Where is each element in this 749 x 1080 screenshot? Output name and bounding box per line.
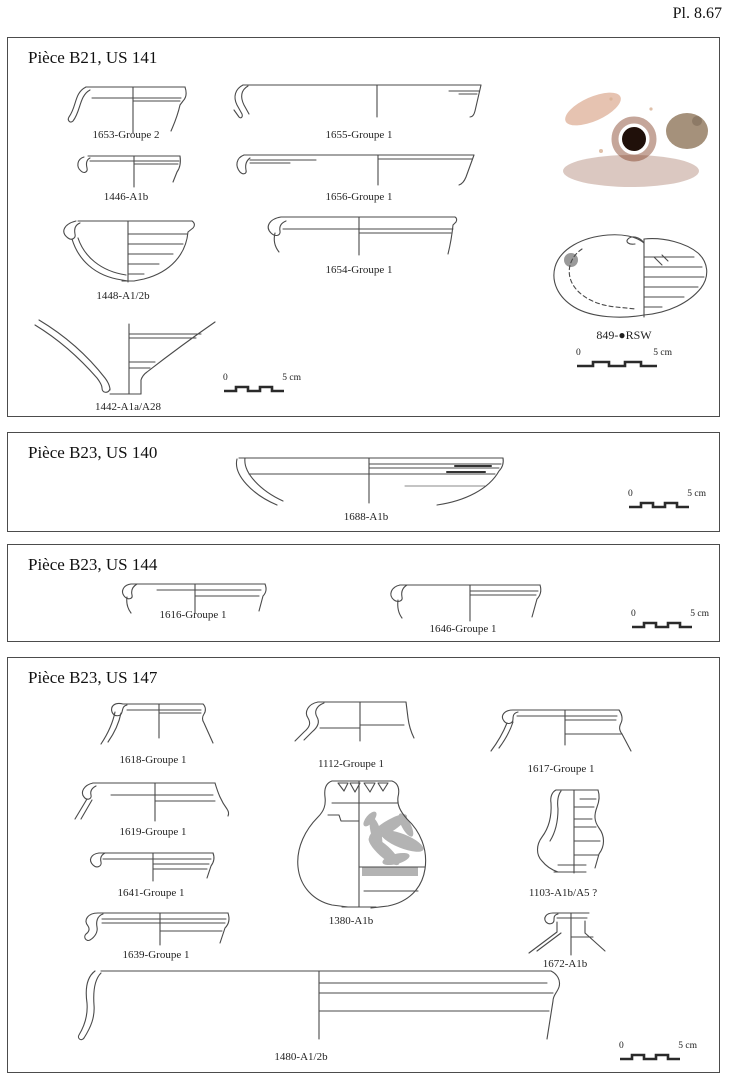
lamp-photo [541,71,719,197]
painted-decoration [338,783,426,876]
label-1616: 1616-Groupe 1 [159,609,227,621]
scale-zero: 0 [619,1041,624,1051]
drawing-1380-painted-jar [288,775,430,911]
scale-bar [628,489,706,509]
scale-zero: 0 [576,348,581,358]
label-1639: 1639-Groupe 1 [122,949,190,961]
plate-number: Pl. 8.67 [672,5,722,22]
scale-bar [576,348,672,368]
drawing-1653-pot-rim [61,83,191,135]
section-title: Pièce B23, US 140 [28,443,158,462]
drawing-1618-jar-neck [97,698,215,753]
drawing-1619-flaring-rim [63,777,231,825]
drawing-1656-platter-rim [228,151,480,189]
drawing-1654-basin-rim [253,213,465,258]
label-1646: 1646-Groupe 1 [429,623,497,635]
scale-bar [223,373,301,393]
scale-five: 5 cm [678,1041,697,1051]
drawing-1617-jar-neck [489,703,631,758]
scale-five: 5 cm [687,489,706,499]
scale-zero: 0 [631,609,636,619]
drawing-1112-neck [286,697,414,747]
drawing-1646-rim [378,579,548,624]
drawing-1688-bowl [219,453,511,509]
label-1380: 1380-A1b [328,915,374,927]
scale-bar [619,1041,697,1061]
label-1480: 1480-A1/2b [274,1051,328,1063]
section-b23-us147 [7,657,720,1073]
label-1655: 1655-Groupe 1 [325,129,393,141]
label-1641: 1641-Groupe 1 [117,887,185,899]
drawing-1655-platter-rim [227,81,489,121]
section-title: Pièce B21, US 141 [28,48,158,67]
scale-five: 5 cm [282,373,301,383]
drawing-1448-bowl [56,214,202,286]
section-title: Pièce B23, US 144 [28,555,158,574]
label-1618: 1618-Groupe 1 [119,754,187,766]
section-b23-us144 [7,544,720,642]
drawing-1641-rim [79,847,221,885]
section-b21-us141 [7,37,720,417]
scale-bar [631,609,709,629]
scale-five: 5 cm [690,609,709,619]
label-1442: 1442-A1a/A28 [95,401,161,413]
label-1103: 1103-A1b/A5 ? [528,887,598,899]
label-1653: 1653-Groupe 2 [92,129,160,141]
label-1656: 1656-Groupe 1 [325,191,393,203]
drawing-1672-neck [523,907,609,959]
section-b23-us140 [7,432,720,532]
drawing-1103-juglet [528,785,610,877]
section-title: Pièce B23, US 147 [28,668,158,687]
label-1654: 1654-Groupe 1 [325,264,393,276]
drawing-849-lamp [544,227,708,323]
label-1617: 1617-Groupe 1 [527,763,595,775]
drawing-1480-large-rim [59,963,564,1047]
label-1448: 1448-A1/2b [96,290,150,302]
label-1446: 1446-A1b [103,191,149,203]
scale-zero: 0 [223,373,228,383]
label-849: 849-●RSW [596,328,652,342]
label-1112: 1112-Groupe 1 [317,758,385,770]
drawing-1442-base [29,316,221,400]
label-1688: 1688-A1b [343,511,389,523]
label-1672: 1672-A1b [542,958,588,970]
drawing-1446-rim [66,151,186,189]
scale-five: 5 cm [653,348,672,358]
label-1619: 1619-Groupe 1 [119,826,187,838]
scale-zero: 0 [628,489,633,499]
drawing-1639-rim [76,907,238,949]
